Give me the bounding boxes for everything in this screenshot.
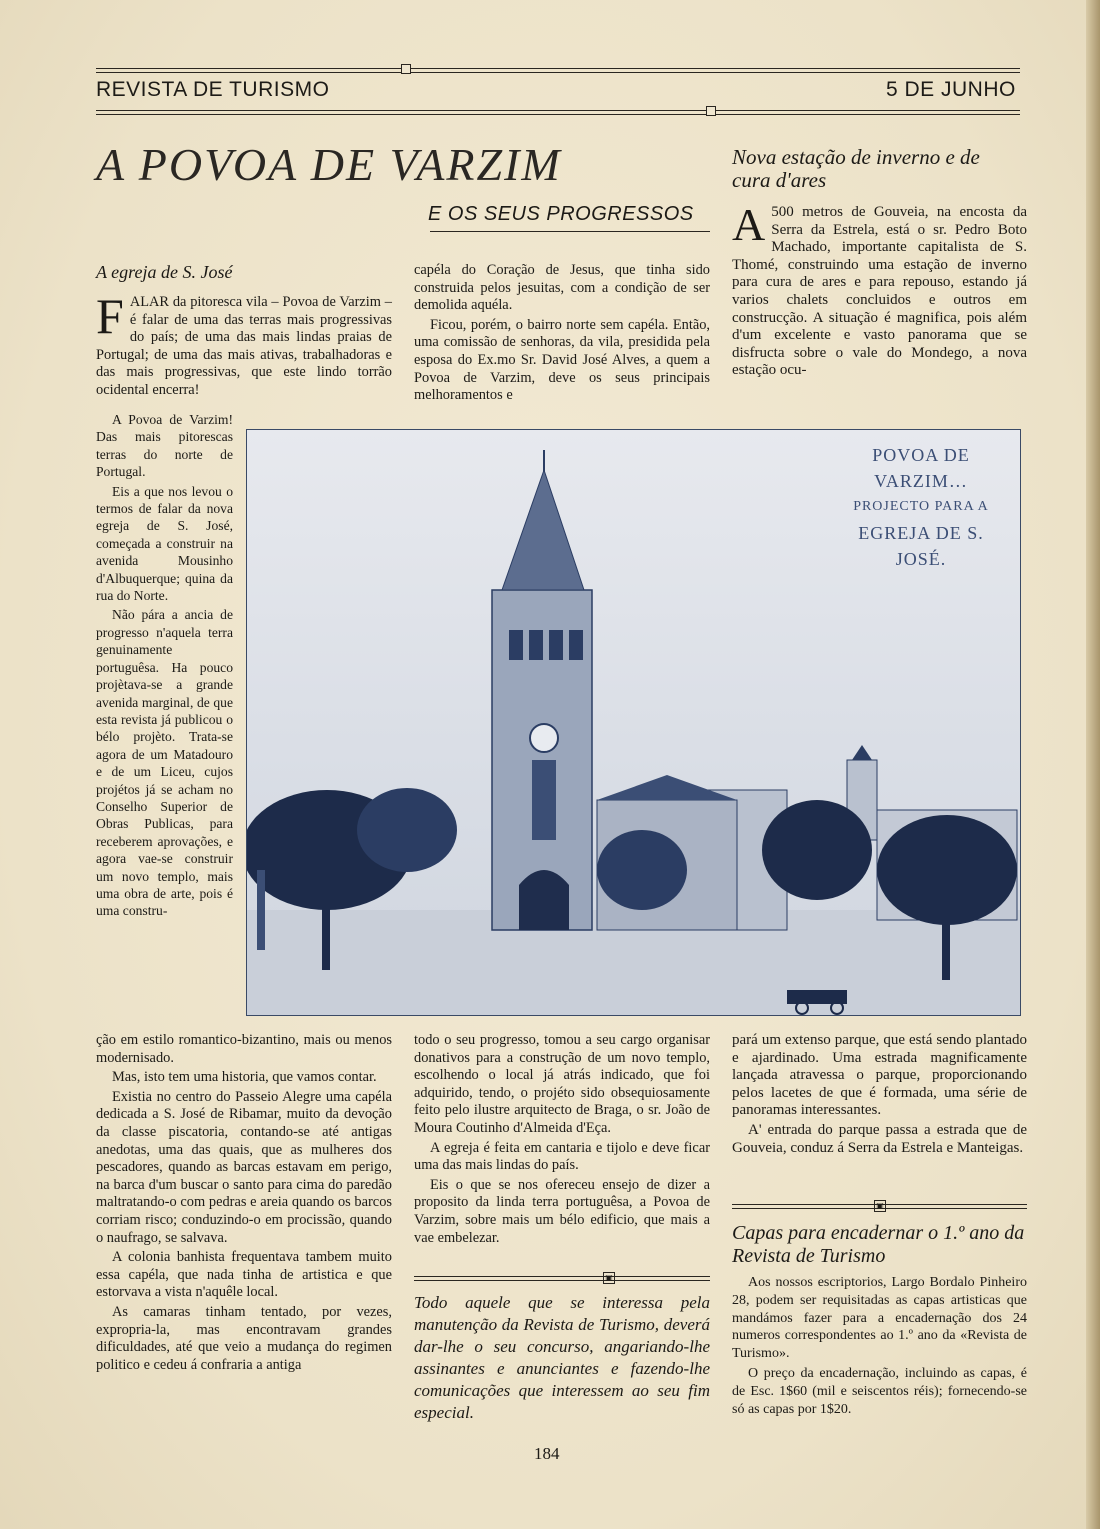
notice-divider bbox=[414, 1276, 710, 1281]
col1-first-paragraph: ALAR da pitoresca vila – Povoa de Varzim – é falar de uma das terras mais progressivas do país; de uma das mais lindas praias de Portugal; de uma das mais ativas, trabalhadoras e das mais progressivas, que este lindo torrão ocidental encerra! bbox=[96, 294, 392, 398]
header-top-rule bbox=[96, 68, 1020, 73]
binding-edge bbox=[1086, 0, 1100, 1529]
subtitle-rule bbox=[430, 231, 710, 232]
ornament-square: ▣ bbox=[874, 1200, 886, 1212]
paragraph: capéla do Coração de Jesus, que tinha sido construida pelos jesuitas, com a condição de ser demolida aquéla. bbox=[414, 262, 710, 314]
caption-line: EGREJA DE S. JOSÉ. bbox=[858, 523, 984, 569]
paragraph: As camaras tinham tentado, por vezes, expropria-la, mas encontravam grandes dificuldades, até que veio a mudança do regimen politico e cedeu á confraria a antiga bbox=[96, 1303, 392, 1373]
paragraph: Ficou, porém, o bairro norte sem capéla. Então, uma comissão de senhoras, da vila, presidida pela esposa do Ex.mo Sr. David José Alves, a quem a Povoa de Varzim, deve os seus principais melhoramentos e bbox=[414, 316, 710, 404]
dropcap-a: A bbox=[732, 199, 766, 250]
paragraph: pará um extenso parque, que está sendo plantado e ajardinado. Uma estrada magnificamente lançada atravessa o parque, proporcionando pelos lacetes de que é formada, uma série de panoramas interessantes. bbox=[732, 1032, 1027, 1119]
caption-line: PROJECTO PARA A bbox=[853, 499, 989, 514]
section-heading: A egreja de S. José bbox=[96, 262, 233, 282]
paragraph: A' entrada do parque passa a estrada que de Gouveia, conduz á Serra da Estrela e Manteigas. bbox=[732, 1121, 1027, 1156]
paragraph: Eis a que nos levou o termos de falar da nova egreja de S. José, começada a construir na avenida Mousinho d'Albuquerque; quina da rua do Norte. bbox=[96, 483, 233, 604]
paragraph: O preço da encadernação, incluindo as capas, é de Esc. 1$60 (mil e seiscentos réis); fornecendo-se só as capas por 1$20. bbox=[732, 1365, 1027, 1417]
col1-intro bbox=[96, 288, 392, 402]
paragraph: Mas, isto tem uma historia, que vamos contar. bbox=[112, 1069, 377, 1086]
sidebar-heading-inverno: Nova estação de inverno e de cura d'ares bbox=[732, 145, 980, 192]
ornament-square bbox=[401, 64, 411, 74]
sidebar-top bbox=[732, 199, 1027, 382]
header-bottom-rule bbox=[96, 110, 1020, 115]
paragraph: Não pára a ancia de progresso n'aquela terra genuinamente portuguêsa. Ha pouco projètava-se a grande avenida marginal, de que esta revista já publicou o bélo projèto. Trata-se agora de um Matadouro e de um Liceu, cujos projétos já se acham no Conselho Superior de Obras Publicas, para receberem aprovações, e agora vae-se construir um novo templo, mais uma obra de arte, pois é uma constru- bbox=[96, 607, 233, 919]
paragraph: Eis o que se nos ofereceu ensejo de dizer a proposito da linda terra portuguêsa, a Povoa de Varzim, sobre mais um bélo edificio, que mais a vae embelezar. bbox=[414, 1176, 710, 1246]
article-title: A POVOA DE VARZIM bbox=[96, 139, 562, 190]
paragraph: A egreja é feita em cantaria e tijolo e deve ficar uma das mais lindas do país. bbox=[414, 1139, 710, 1174]
ornament-square: ▣ bbox=[603, 1272, 615, 1284]
col2-top bbox=[414, 262, 710, 407]
paragraph: A colonia banhista frequentava tambem muito essa capéla, que nada tinha de artistica e que estorvava a vista n'aquêle local. bbox=[96, 1249, 392, 1301]
sidebar-heading-capas: Capas para encadernar o 1.º ano da Revista de Turismo bbox=[732, 1222, 1025, 1267]
col1-bottom bbox=[96, 1032, 392, 1376]
sidebar-first-paragraph: 500 metros de Gouveia, na encosta da Serra da Estrela, está o sr. Pedro Boto Machado, importante capitalista de S. Thomé, construindo uma estação de inverno para cura de ares e para repouso, estando já varios chalets concluidos e outros em construcção. A situação é magnifica, pois além d'um excelente e vasto panorama que se disfructa sobre o vale do Mondego, a nova estação ocu- bbox=[732, 204, 1027, 379]
col1-narrow bbox=[96, 411, 233, 922]
dropcap-f: F bbox=[96, 288, 124, 344]
running-head-date: 5 DE JUNHO bbox=[886, 78, 1016, 101]
sidebar-bottom bbox=[732, 1032, 1027, 1159]
paragraph: A Povoa de Varzim! Das mais pitorescas terras do norte de Portugal. bbox=[96, 412, 233, 480]
article-subtitle: E OS SEUS PROGRESSOS bbox=[428, 203, 694, 225]
caption-line: POVOA DE VARZIM… bbox=[872, 445, 970, 491]
sidebar-capas bbox=[732, 1274, 1027, 1420]
col2-bottom bbox=[414, 1032, 710, 1249]
paragraph: todo o seu progresso, tomou a seu cargo organisar donativos para a construção de um novo templo, escolhendo o local já atrás indicado, que foi adquirido, tendo, o projéto sido obsequiosamente feito pelo ilustre arquitecto de Braga, o sr. João de Moura Coutinho d'Almeida d'Eça. bbox=[414, 1032, 710, 1136]
ornament-square bbox=[706, 106, 716, 116]
paragraph: ção em estilo romantico-bizantino, mais ou menos modernisado. bbox=[96, 1032, 392, 1066]
page-number: 184 bbox=[534, 1444, 560, 1463]
paragraph: Existia no centro do Passeio Alegre uma capéla dedicada a S. José de Ribamar, muito da devoção da classe piscatoria, contando-se até antigas anedotas, uma das quais, que as mulheres dos pescadores, quando as barcas estavam em perigo, na barca d'um buscar o santo para cima do paredão maltratando-o com pedras e areia quando os barcos corriam risco; conduzindo-o em procissão, quando o naufrago, se salvava. bbox=[96, 1088, 392, 1246]
illustration-caption bbox=[831, 442, 1011, 572]
running-head-title: REVISTA DE TURISMO bbox=[96, 78, 330, 101]
subscription-notice: Todo aquele que se interessa pela manutenção da Revista de Turismo, deverá dar-lhe o seu concurso, angariando-lhe assinantes e anunciantes e fazendo-lhe comunicações que interessem ao seu fim especial. bbox=[414, 1293, 710, 1422]
paragraph: Aos nossos escriptorios, Largo Bordalo Pinheiro 28, podem ser requisitadas as capas artisticas que mandámos fazer para a encadernação dos 24 numeros correspondentes ao 1.º ano da «Revista de Turismo». bbox=[732, 1275, 1027, 1362]
church-illustration bbox=[246, 429, 1021, 1016]
